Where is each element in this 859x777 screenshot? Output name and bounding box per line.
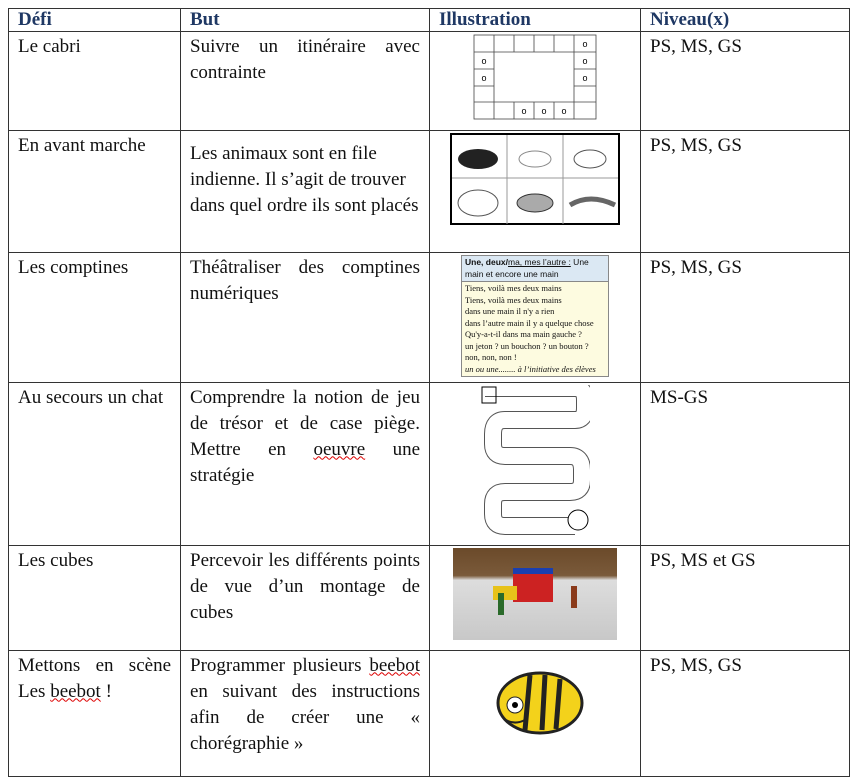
comptine-title: ma, mes l’autre :	[507, 257, 571, 267]
comptine-image	[430, 253, 641, 383]
but-cell	[181, 382, 430, 545]
but-cell	[181, 650, 430, 776]
defi-cell: Le cabri	[9, 32, 181, 131]
comptine-line: Tiens, voilà mes deux mains	[465, 294, 562, 305]
but-text: Programmer plusieurs	[190, 654, 370, 676]
defi-cell: Les cubes	[9, 545, 181, 650]
svg-text:o: o	[481, 56, 487, 66]
but-text: beebot	[369, 654, 420, 676]
svg-text:o: o	[541, 106, 547, 116]
comptine-line: Qu'y-a-t-il dans ma main gauche ?	[465, 329, 582, 339]
but-text: Comprendre la notion de jeu de trésor et de case piège. Mettre en	[190, 386, 420, 460]
but-cell: Théâtraliser des comptines numériques	[181, 253, 430, 383]
snake-board-image	[430, 382, 641, 545]
svg-text:o: o	[561, 106, 567, 116]
table-row	[9, 131, 850, 253]
comptine-title: Une, deux/	[465, 257, 508, 267]
cubes-photo	[430, 545, 641, 650]
but-cell: Les animaux sont en file indienne. Il s’agit de trouver dans quel ordre ils sont placés	[181, 131, 430, 253]
header-niveau: Niveau(x)	[641, 9, 850, 32]
comptine-line: non, non, non !	[465, 352, 517, 362]
defi-text: beebot	[50, 680, 101, 702]
niveau-cell: PS, MS, GS	[641, 253, 850, 383]
svg-text:o: o	[582, 39, 588, 49]
animals-image	[430, 131, 641, 253]
defi-text: Mettons en scène Les	[18, 654, 171, 702]
defis-table	[8, 8, 850, 777]
defi-cell: Les comptines	[9, 253, 181, 383]
header-row	[9, 9, 850, 32]
header-defi: Défi	[9, 9, 181, 32]
comptine-line: un jeton ? un bouchon ? un bouton ?	[465, 340, 589, 351]
comptine-line: Tiens, voilà mes deux mains	[465, 283, 562, 293]
svg-text:o: o	[481, 73, 487, 83]
cabri-board-image	[430, 32, 641, 131]
table-row	[9, 32, 850, 131]
but-cell: Percevoir les différents points de vue d’un montage de cubes	[181, 545, 430, 650]
table-row	[9, 650, 850, 776]
svg-text:o: o	[582, 56, 588, 66]
niveau-cell: MS-GS	[641, 382, 850, 545]
niveau-cell: PS, MS, GS	[641, 32, 850, 131]
comptine-title: Une main et encore une main	[465, 257, 589, 279]
beebot-image	[430, 650, 641, 776]
niveau-cell: PS, MS, GS	[641, 650, 850, 776]
defi-cell: Au secours un chat	[9, 382, 181, 545]
svg-text:o: o	[521, 106, 527, 116]
table-row	[9, 253, 850, 383]
niveau-cell: PS, MS et GS	[641, 545, 850, 650]
defi-cell: En avant marche	[9, 131, 181, 253]
defi-cell	[9, 650, 181, 776]
comptine-line: dans l’autre main il y a quelque chose	[465, 317, 594, 328]
niveau-cell: PS, MS, GS	[641, 131, 850, 253]
header-but: But	[181, 9, 430, 32]
table-row	[9, 545, 850, 650]
but-text: une stratégie	[190, 438, 421, 486]
header-illustration: Illustration	[430, 9, 641, 32]
but-text: en suivant des instructions afin de créer une « chorégraphie »	[190, 680, 420, 754]
but-text: oeuvre	[313, 438, 366, 460]
comptine-line: un ou une........ à l’initiative des élèves	[465, 363, 596, 374]
but-cell: Suivre un itinéraire avec contrainte	[181, 32, 430, 131]
table-row	[9, 382, 850, 545]
defi-text: !	[100, 680, 112, 702]
comptine-line: dans une main il n'y a rien	[465, 306, 555, 316]
svg-text:o: o	[582, 73, 588, 83]
